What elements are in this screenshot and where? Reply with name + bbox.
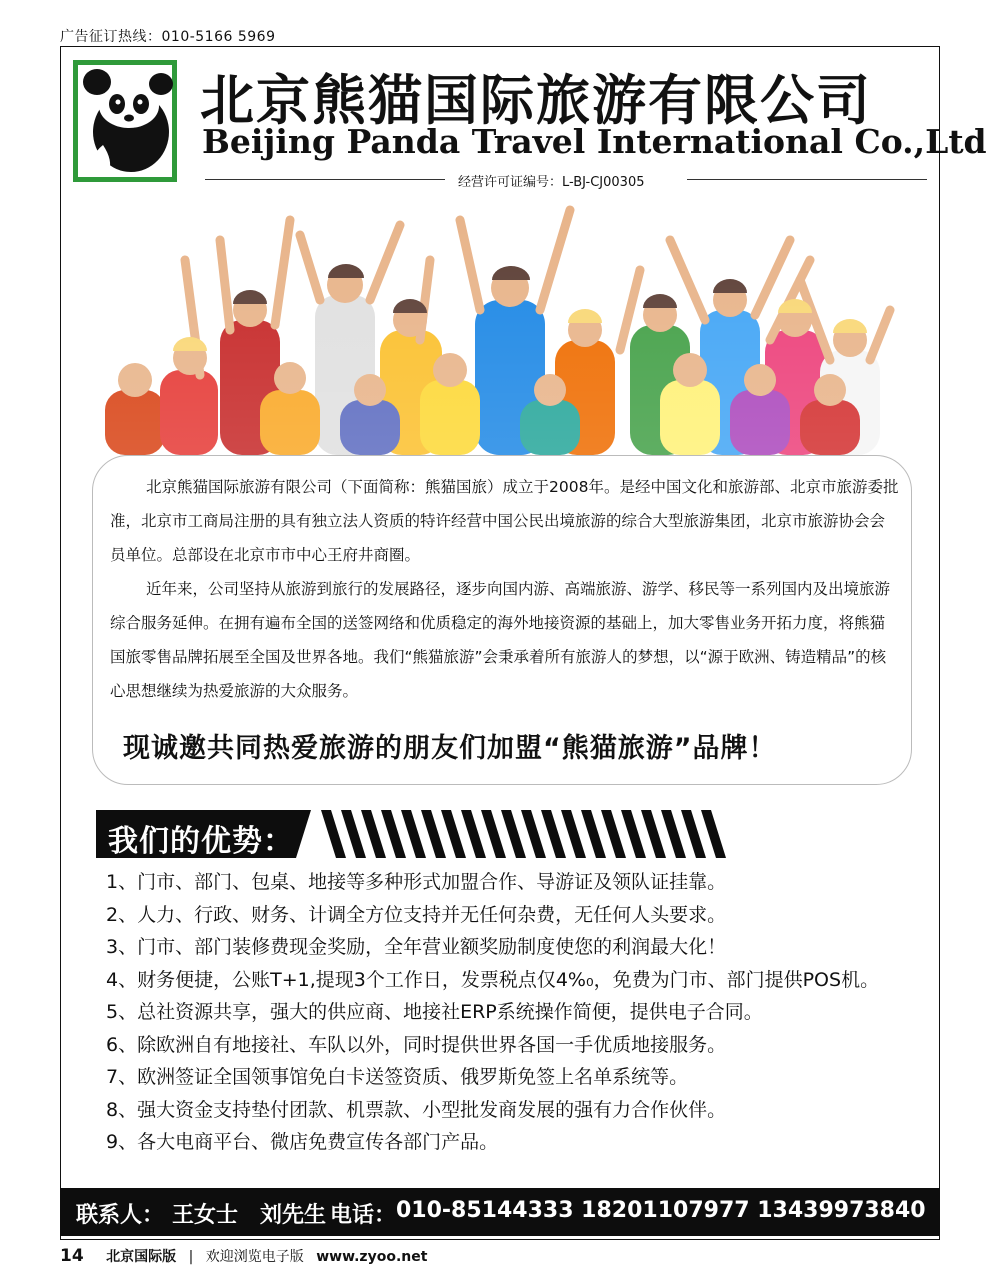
intro-paragraph-1: 北京熊猫国际旅游有限公司（下面简称：熊猫国旅）成立于2008年。是经中国文化和旅游部、北京市旅游委批准，北京市工商局注册的具有独立法人资质的特许经营中国公民出境旅游的综合大型旅游集团，北京市旅游协会会员单位。总部设在北京市市中心王府井商圈。	[110, 478, 899, 564]
company-title-en: Beijing Panda Travel International Co.,Ltd	[202, 122, 987, 161]
footer-separator: |	[188, 1249, 194, 1265]
invite-headline: 现诚邀共同热爱旅游的朋友们加盟“熊猫旅游”品牌！	[123, 733, 777, 764]
intro-paragraph-2: 近年来，公司坚持从旅游到旅行的发展路径，逐步向国内游、高端旅游、游学、移民等一系列国内及出境旅游综合服务延伸。在拥有遍布全国的送签网络和优质稳定的海外地接资源的基础上，加大零售业务开拓力度，将熊猫国旅零售品牌拓展至全国及世界各地。我们“熊猫旅游”会秉承着所有旅游人的梦想，以“源于欧洲、铸造精品”的核心思想继续为热爱旅游的大众服务。	[110, 580, 891, 700]
advantage-item: 7、欧洲签证全国领事馆免白卡送签资质、俄罗斯免签上名单系统等。	[106, 1066, 689, 1088]
license-row	[205, 170, 927, 190]
website-link[interactable]: www.zyoo.net	[316, 1249, 428, 1265]
advantage-item: 2、人力、行政、财务、计调全方位支持并无任何杂费，无任何人头要求。	[106, 903, 727, 926]
contact-bar	[60, 1188, 940, 1236]
cheering-crowd-photo	[100, 200, 900, 455]
intro-box	[92, 455, 912, 785]
panda-logo	[73, 60, 177, 182]
advantage-item: 6、除欧洲自有地接社、车队以外，同时提供世界各国一手优质地接服务。	[106, 1033, 727, 1056]
advantage-item: 3、门市、部门装修费现金奖励，全年营业额奖励制度使您的利润最大化！	[106, 936, 727, 958]
ad-hotline: 广告征订热线：010-5166 5969	[60, 29, 276, 45]
page-footer	[60, 1246, 427, 1266]
license-number: 经营许可证编号：L-BJ-CJ00305	[452, 171, 651, 190]
phone-label: 电话：	[330, 1203, 397, 1228]
advantage-item: 9、各大电商平台、微店免费宣传各部门产品。	[106, 1131, 499, 1153]
company-title-cn: 北京熊猫国际旅游有限公司	[200, 69, 872, 132]
phone-numbers: 010-85144333 18201107977 13439973840	[396, 1198, 926, 1223]
license-rule-left	[205, 179, 445, 180]
contact-label: 联系人：	[76, 1203, 165, 1228]
license-rule-right	[687, 179, 927, 180]
advantage-item: 8、强大资金支持垫付团款、机票款、小型批发商发展的强有力合作伙伴。	[106, 1098, 727, 1121]
advantage-item: 1、门市、部门、包桌、地接等多种形式加盟合作、导游证及领队证挂靠。	[106, 871, 727, 893]
browse-text: 欢迎浏览电子版	[205, 1249, 304, 1265]
page-number: 14	[60, 1246, 84, 1266]
contact-names: 王女士 刘先生	[172, 1203, 327, 1228]
advantage-item: 5、总社资源共享，强大的供应商、地接社ERP系统操作简便，提供电子合同。	[106, 1001, 763, 1023]
edition-label: 北京国际版	[106, 1249, 177, 1265]
advantages-list	[106, 866, 879, 1159]
advantage-item: 4、财务便捷，公账T+1,提现3个工作日，发票税点仅4%₀，免费为门市、部门提供POS机。	[106, 968, 880, 991]
advantages-title: 我们的优势：	[108, 824, 294, 859]
